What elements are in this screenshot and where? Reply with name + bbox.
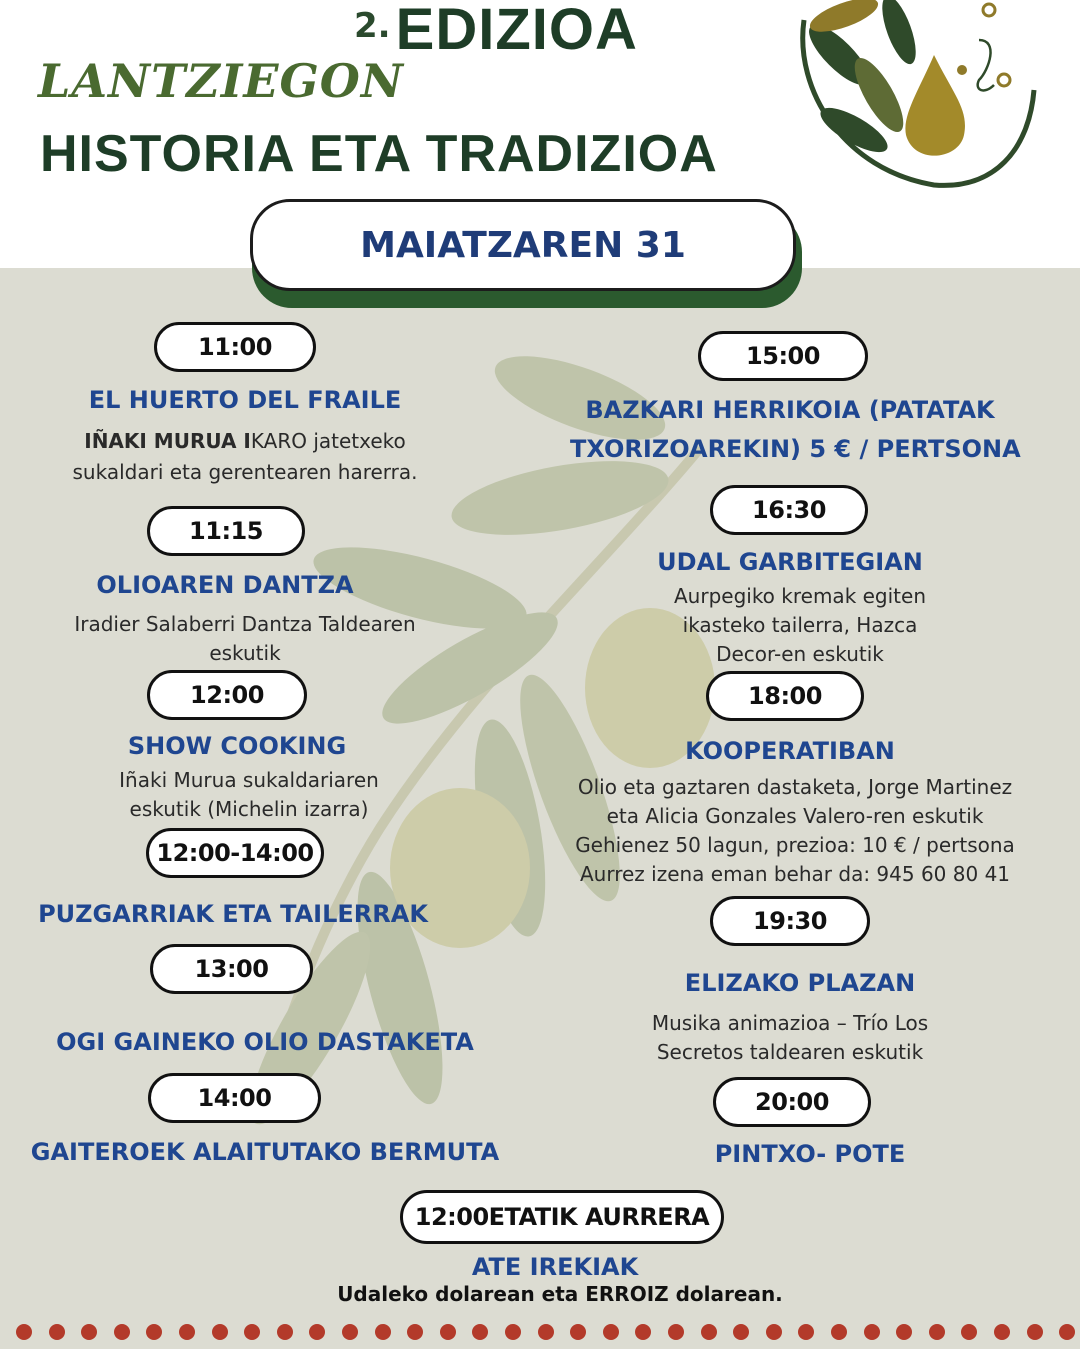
event-title: OLIOAREN DANTZA [96,571,354,599]
border-dot [570,1324,586,1340]
border-dot [831,1324,847,1340]
event-title: PINTXO- POTE [714,1140,906,1168]
event-description: eskutik (Michelin izarra) [129,797,369,821]
event-title: BAZKARI HERRIKOIA (PATATAK [585,396,995,424]
time-pill: 12:00-14:00 [146,828,324,878]
border-dot [733,1324,749,1340]
border-dot [1059,1324,1075,1340]
time-pill: 12:00ETATIK AURRERA [400,1190,724,1244]
event-description-bold: IÑAKI MURUA I [84,429,251,453]
time-pill: 20:00 [713,1077,871,1127]
border-dot [603,1324,619,1340]
town-name: LANTZIEGON [38,54,404,108]
border-dot [864,1324,880,1340]
border-dot [472,1324,488,1340]
event-description: eta Alicia Gonzales Valero-ren eskutik [606,804,984,828]
event-title: UDAL GARBITEGIAN [657,548,923,576]
border-dot [798,1324,814,1340]
border-dot [929,1324,945,1340]
event-description: Iñaki Murua sukaldariaren [119,768,379,792]
border-dot [407,1324,423,1340]
event-description: Musika animazioa – Trío Los [651,1011,929,1035]
time-pill: 14:00 [148,1073,321,1123]
event-title: GAITEROEK ALAITUTAKO BERMUTA [30,1138,500,1166]
event-title: TXORIZOAREKIN) 5 € / PERTSONA [570,435,1021,463]
event-description: Secretos taldearen eskutik [656,1040,924,1064]
border-dot [375,1324,391,1340]
border-dot [114,1324,130,1340]
border-dot [505,1324,521,1340]
event-description: Aurrez izena eman behar da: 945 60 80 41 [579,862,1011,886]
border-dot [701,1324,717,1340]
event-description: Olio eta gaztaren dastaketa, Jorge Martinez [577,775,1013,799]
border-dot [668,1324,684,1340]
event-title: PUZGARRIAK ETA TAILERRAK [38,900,428,928]
border-dot [309,1324,325,1340]
border-dot [896,1324,912,1340]
time-pill: 19:30 [710,896,870,946]
border-dot [179,1324,195,1340]
border-dot [81,1324,97,1340]
border-dot [244,1324,260,1340]
border-dot [212,1324,228,1340]
border-dot [961,1324,977,1340]
event-title: ATE IREKIAK [471,1253,639,1281]
page-title: HISTORIA ETA TRADIZIOA [40,125,718,183]
event-description-rest: KARO jatetxeko [250,429,406,453]
border-dot [16,1324,32,1340]
time-pill: 12:00 [147,670,307,720]
event-title: SHOW COOKING [127,732,347,760]
time-pill: 16:30 [710,485,868,535]
border-dot [635,1324,651,1340]
event-description: Iradier Salaberri Dantza Taldearen [74,612,416,636]
time-pill: 13:00 [150,944,313,994]
edition-heading [354,0,638,62]
event-description: Decor-en eskutik [716,642,884,666]
border-dot [277,1324,293,1340]
event-description: ikasteko tailerra, Hazca [682,613,918,637]
time-pill: 18:00 [706,671,864,721]
dotted-border [0,1318,1080,1348]
border-dot [342,1324,358,1340]
event-description: sukaldari eta gerentearen harerra. [72,460,418,484]
event-title: EL HUERTO DEL FRAILE [88,386,402,414]
event-description: Gehienez 50 lagun, prezioa: 10 € / pertsona [575,833,1015,857]
event-title: ELIZAKO PLAZAN [684,969,916,997]
border-dot [766,1324,782,1340]
event-description: Aurpegiko kremak egiten [673,584,927,608]
border-dot [49,1324,65,1340]
border-dot [146,1324,162,1340]
time-pill: 11:15 [147,506,305,556]
date-badge: MAIATZAREN 31 [250,199,796,291]
event-description: Udaleko dolarean eta ERROIZ dolarean. [337,1282,783,1306]
event-title: KOOPERATIBAN [685,737,895,765]
olive-oil-drop-logo-icon [784,0,1040,190]
event-description [40,427,450,456]
event-title: OGI GAINEKO OLIO DASTAKETA [56,1028,474,1056]
border-dot [440,1324,456,1340]
time-pill: 15:00 [698,331,868,381]
edition-word: EDIZIOA [395,0,638,62]
event-description: eskutik [209,641,281,665]
border-dot [538,1324,554,1340]
border-dot [1027,1324,1043,1340]
time-pill: 11:00 [154,322,316,372]
edition-number: 2. [354,6,391,46]
border-dot [994,1324,1010,1340]
